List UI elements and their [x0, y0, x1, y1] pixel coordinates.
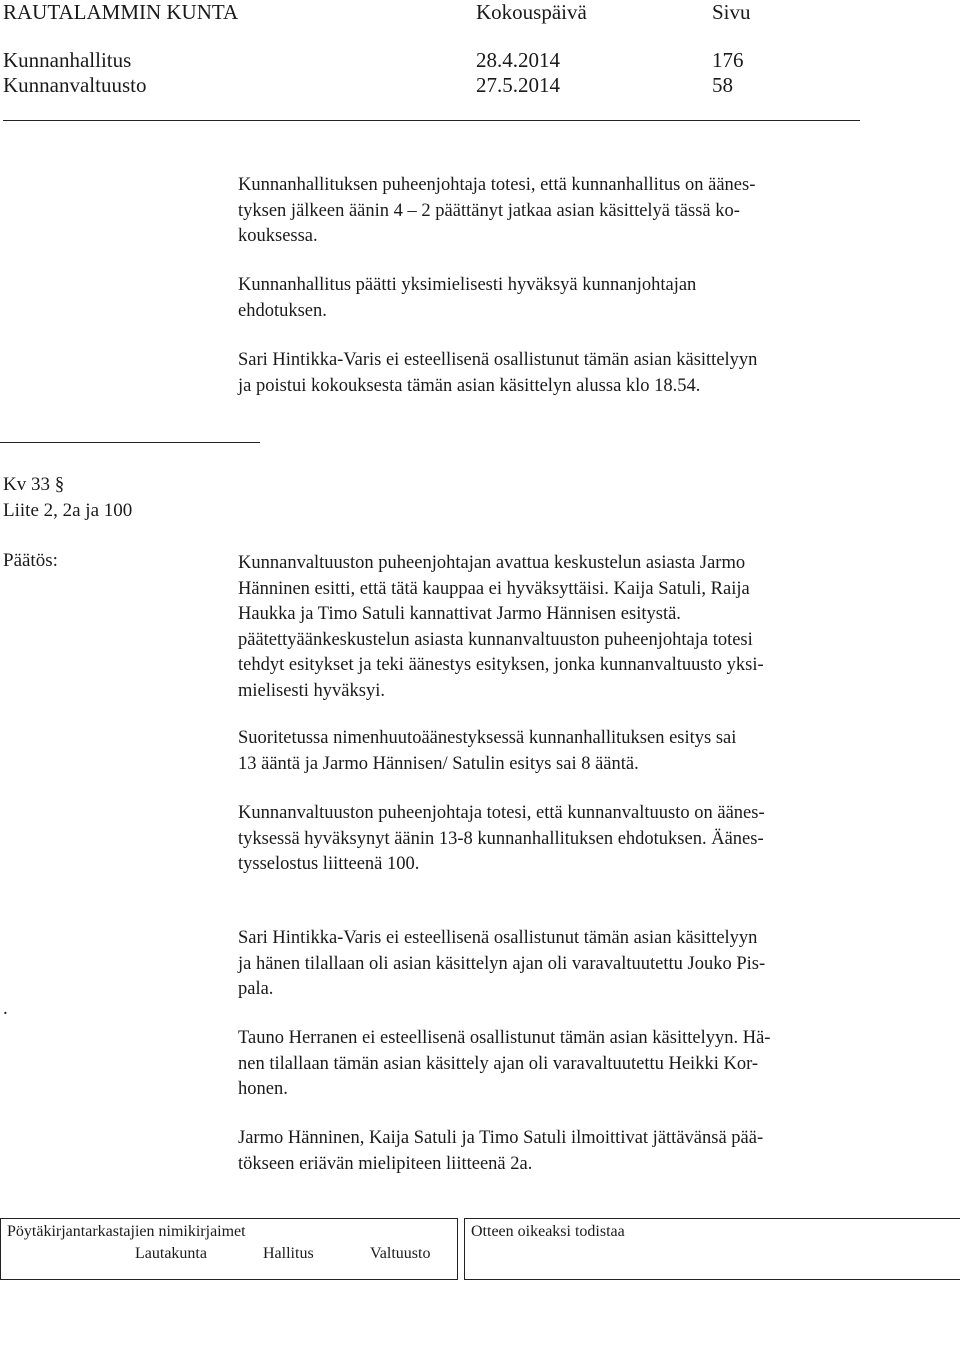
paragraph: Kunnanhallituksen puheenjohtaja totesi, että kunnanhallitus on äänes- tyksen jälkeen äänin 4 – 2 päättänyt jatkaa asian käsittelyä tässä ko- kouksessa. [238, 175, 756, 246]
header-divider [3, 120, 860, 121]
section-reference: Kv 33 § [3, 474, 65, 495]
paragraph: Jarmo Hänninen, Kaija Satuli ja Timo Satuli ilmoittivat jättävänsä pää- tökseen eriävän mielipiteen liitteenä 2a. [238, 1128, 764, 1174]
signature-field-lautakunta: Lautakunta [135, 1245, 207, 1262]
paragraph: Kunnanhallitus päätti yksimielisesti hyväksyä kunnanjohtajan ehdotuksen. [238, 275, 697, 321]
paragraph: Kunnanvaltuuston puheenjohtajan avattua keskustelun asiasta Jarmo Hänninen esitti, että tätä kauppaa ei hyväksyttäisi. Kaija Satuli, Raija Haukka ja Timo Satuli kannattivat Jarmo Hännisen esitystä. päätettyäänkeskustelun asiasta kunnanvaltuuston puheenjohtaja totesi tehdyt esitykset ja teki äänestys esityksen, jonka kunnanvaltuusto yksi- mielisesti hyväksyi. [238, 553, 764, 701]
organization-name: RAUTALAMMIN KUNTA [3, 0, 239, 24]
meeting-date-label: Kokouspäivä [476, 0, 587, 24]
page-label: Sivu [712, 0, 751, 24]
signature-field-hallitus: Hallitus [263, 1245, 314, 1262]
meeting-date: 27.5.2014 [476, 73, 560, 97]
page-number: 58 [712, 73, 733, 97]
body-name: Kunnanvaltuusto [3, 73, 147, 97]
certified-copy-label: Otteen oikeaksi todistaa [471, 1223, 625, 1240]
paragraph: Sari Hintikka-Varis ei esteellisenä osallistunut tämän asian käsittelyyn ja hänen tilallaan oli asian käsittelyn ajan oli varavaltuutettu Jouko Pis- pala. [238, 928, 766, 999]
meeting-date: 28.4.2014 [476, 48, 560, 72]
paragraph: Suoritetussa nimenhuutoäänestyksessä kunnanhallituksen esitys sai 13 ääntä ja Jarmo Hännisen/ Satulin esitys sai 8 ääntä. [238, 728, 737, 774]
paragraph: Sari Hintikka-Varis ei esteellisenä osallistunut tämän asian käsittelyyn ja poistui kokouksesta tämän asian käsittelyn alussa klo 18.54. [238, 350, 758, 396]
paragraph: Tauno Herranen ei esteellisenä osallistunut tämän asian käsittelyyn. Hä- nen tilallaan tämän asian käsittely ajan oli varavaltuutettu Heikki Kor- honen. [238, 1028, 771, 1099]
margin-mark: . [3, 998, 8, 1019]
signatures-label: Pöytäkirjantarkastajien nimikirjaimet [7, 1223, 246, 1240]
paragraph: Kunnanvaltuuston puheenjohtaja totesi, että kunnanvaltuusto on äänes- tyksessä hyväksynyt äänin 13-8 kunnanhallituksen ehdotuksen. Äänes- tysselostus liitteenä 100. [238, 803, 765, 874]
page-number: 176 [712, 48, 744, 72]
decision-label: Päätös: [3, 550, 58, 571]
signature-field-valtuusto: Valtuusto [370, 1245, 431, 1262]
attachment-reference: Liite 2, 2a ja 100 [3, 500, 133, 521]
section-divider [0, 442, 260, 443]
body-name: Kunnanhallitus [3, 48, 132, 72]
